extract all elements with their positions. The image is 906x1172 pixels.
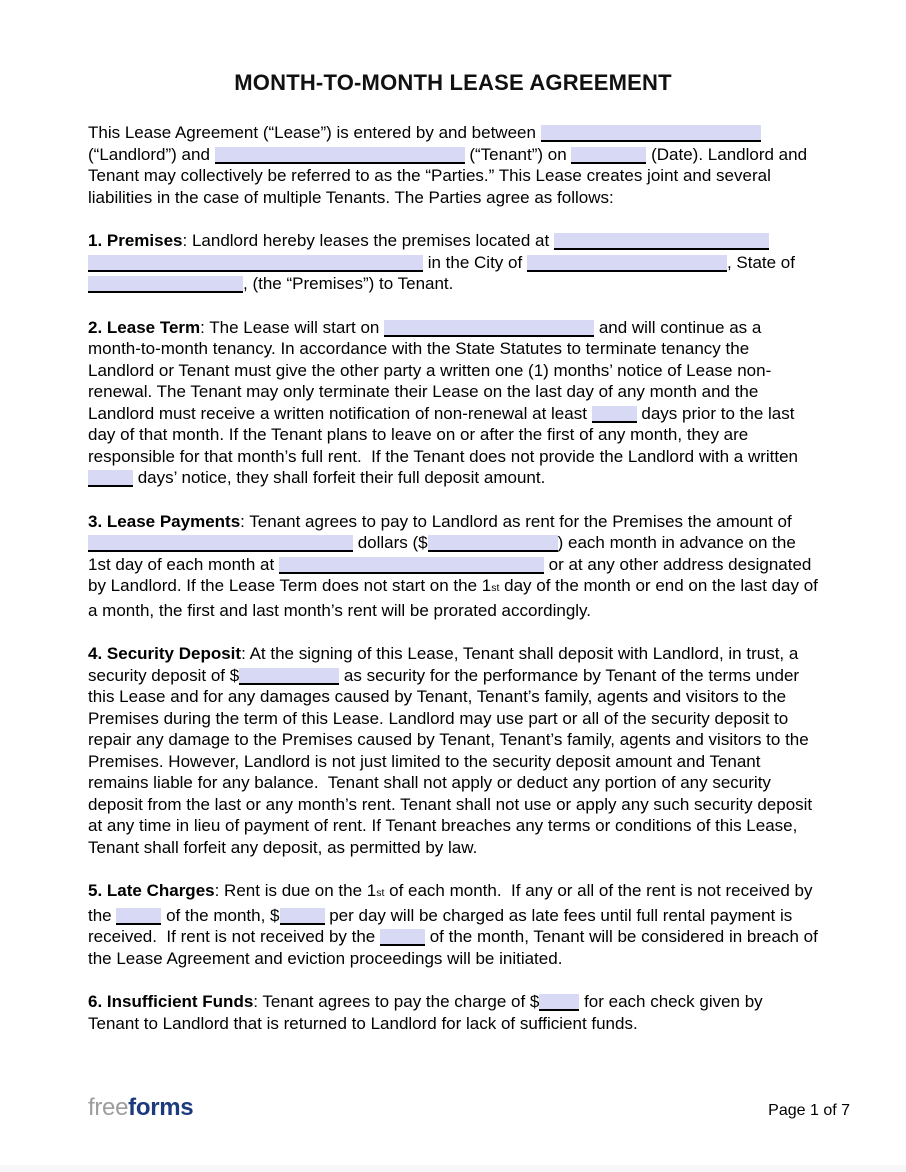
text-run: or at any other address designated by Landlord. If the Lease Term does not start on the 1	[88, 554, 817, 595]
written-notice-days-field[interactable]	[88, 470, 133, 487]
text-run: of the month, Tenant will be considered in breach of the Lease Agreement and eviction proceedings will be initiated.	[88, 927, 823, 968]
section-heading-security-deposit: 4. Security Deposit	[88, 644, 242, 663]
text-run: per day will be charged as late fees until full rental payment is received. If rent is not received by the	[88, 905, 797, 946]
section-heading-insufficient-funds: 6. Insufficient Funds	[88, 992, 254, 1011]
text-run: This Lease Agreement (“Lease”) is entered by and between	[88, 123, 541, 142]
breach-day-of-month-field[interactable]	[380, 929, 425, 946]
text-run: (“Landlord”) and	[88, 123, 766, 164]
paragraph-insufficient-funds	[88, 991, 818, 1034]
section-heading-late-charges: 5. Late Charges	[88, 881, 215, 900]
text-run: for each check given by Tenant to Landlord that is returned to Landlord for lack of sufficient funds.	[88, 992, 768, 1033]
security-deposit-amount-field[interactable]	[239, 668, 339, 685]
freeforms-logo	[88, 1096, 193, 1120]
text-run: as security for the performance by Tenant of the terms under this Lease and for any damages caused by Tenant, Tenant’s family, agents and visitors to the Premises during the term of this Lease. Landlord may use part or all of the security deposit to repair any damage to the Premises caused by Tenant, Tenant’s family, agents and visitors to the Premises. However, Landlord is not just limited to the security deposit amount and Tenant remains liable for any balance. Tenant shall not apply or deduct any portion of any security deposit from the last or any month’s rent. Tenant shall not use or apply any such security deposit at any time in lieu of payment of rent. If Tenant breaches any terms or conditions of this Lease, Tenant shall forfeit any deposit, as permitted by law.	[88, 665, 817, 857]
logo-text-free: free	[88, 1094, 129, 1121]
text-run: ) each month in advance on the 1st day of each month at	[88, 533, 801, 574]
section-heading-lease-payments: 3. Lease Payments	[88, 511, 241, 531]
text-run: days’ notice, they shall forfeit their full deposit amount.	[133, 468, 546, 487]
text-run: , State of	[726, 252, 800, 272]
text-run: : Tenant agrees to pay the charge of $	[253, 992, 540, 1011]
text-run: of the month, $	[161, 905, 280, 925]
city-field[interactable]	[527, 255, 727, 272]
text-run: dollars ($	[353, 533, 428, 552]
text-run: : Rent is due on the 1	[214, 881, 377, 900]
text-run: and will continue as a month-to-month tenancy. In accordance with the State Statutes to terminate tenancy the Landlord or Tenant must give the other party a written one (1) months’ notice of Lease non-renewal. The Tenant may only terminate their Lease on the last day of any month and the Landlord must receive a written notification of non-renewal at least	[88, 317, 772, 423]
paragraph-late-charges	[88, 880, 823, 969]
text-run: days prior to the last day of that month. If the Tenant plans to leave on or after the first of any month, they are responsible for that month’s full rent. If the Tenant does not provide the Landlord with a written	[88, 403, 803, 466]
text-run: : At the signing of this Lease, Tenant shall deposit with Landlord, in trust, a security deposit of $	[88, 644, 804, 685]
lease-start-date-field[interactable]	[384, 320, 594, 337]
late-fee-per-day-field[interactable]	[280, 908, 325, 925]
text-run	[769, 231, 774, 250]
rent-amount-words-field[interactable]	[88, 535, 353, 552]
premises-address-continued-field[interactable]	[88, 255, 423, 272]
rent-amount-numeric-field[interactable]	[428, 535, 558, 552]
paragraph-lease-payments	[88, 511, 823, 622]
text-run: (Date). Landlord and Tenant may collectively be referred to as the “Parties.” This Lease creates joint and several liabilities in the case of multiple Tenants. The Parties agree as follows:	[88, 144, 812, 207]
text-run: (“Tenant”) on	[464, 144, 572, 164]
paragraph-premises	[88, 230, 818, 295]
page-number: Page 1 of 7	[768, 1102, 850, 1119]
ordinal-suffix: st	[491, 582, 500, 594]
nonrenewal-notice-days-field[interactable]	[592, 406, 637, 423]
document-title: MONTH-TO-MONTH LEASE AGREEMENT	[234, 70, 672, 95]
text-run: : Tenant agrees to pay to Landlord as rent for the Premises the amount of	[240, 511, 797, 531]
text-run: : Landlord hereby leases the premises located at	[182, 231, 554, 250]
paragraph-lease-term	[88, 317, 818, 489]
nsf-charge-field[interactable]	[539, 994, 579, 1011]
logo-text-forms: forms	[128, 1094, 194, 1121]
section-heading-lease-term: 2. Lease Term	[88, 317, 201, 337]
document-body	[88, 122, 823, 1034]
text-run: , (the “Premises”) to Tenant.	[243, 274, 454, 293]
footer	[88, 1096, 850, 1120]
agreement-date-field[interactable]	[571, 147, 646, 164]
premises-address-field[interactable]	[554, 233, 769, 250]
ordinal-suffix: st	[376, 887, 385, 899]
state-field[interactable]	[88, 276, 243, 293]
text-run: : The Lease will start on	[200, 317, 385, 337]
page-bottom-edge	[0, 1165, 906, 1172]
landlord-name-field[interactable]	[541, 125, 761, 142]
paragraph-intro	[88, 122, 818, 208]
section-heading-premises: 1. Premises	[88, 231, 183, 250]
text-run: in the City of	[423, 252, 527, 272]
late-day-of-month-field[interactable]	[116, 908, 161, 925]
payment-address-field[interactable]	[279, 557, 544, 574]
tenant-name-field[interactable]	[215, 147, 465, 164]
paragraph-security-deposit	[88, 643, 818, 858]
text-run: day of the month or end on the last day of a month, the first and last month’s rent will be prorated accordingly.	[88, 576, 823, 620]
text-run: of each month. If any or all of the rent is not received by the	[88, 881, 818, 925]
